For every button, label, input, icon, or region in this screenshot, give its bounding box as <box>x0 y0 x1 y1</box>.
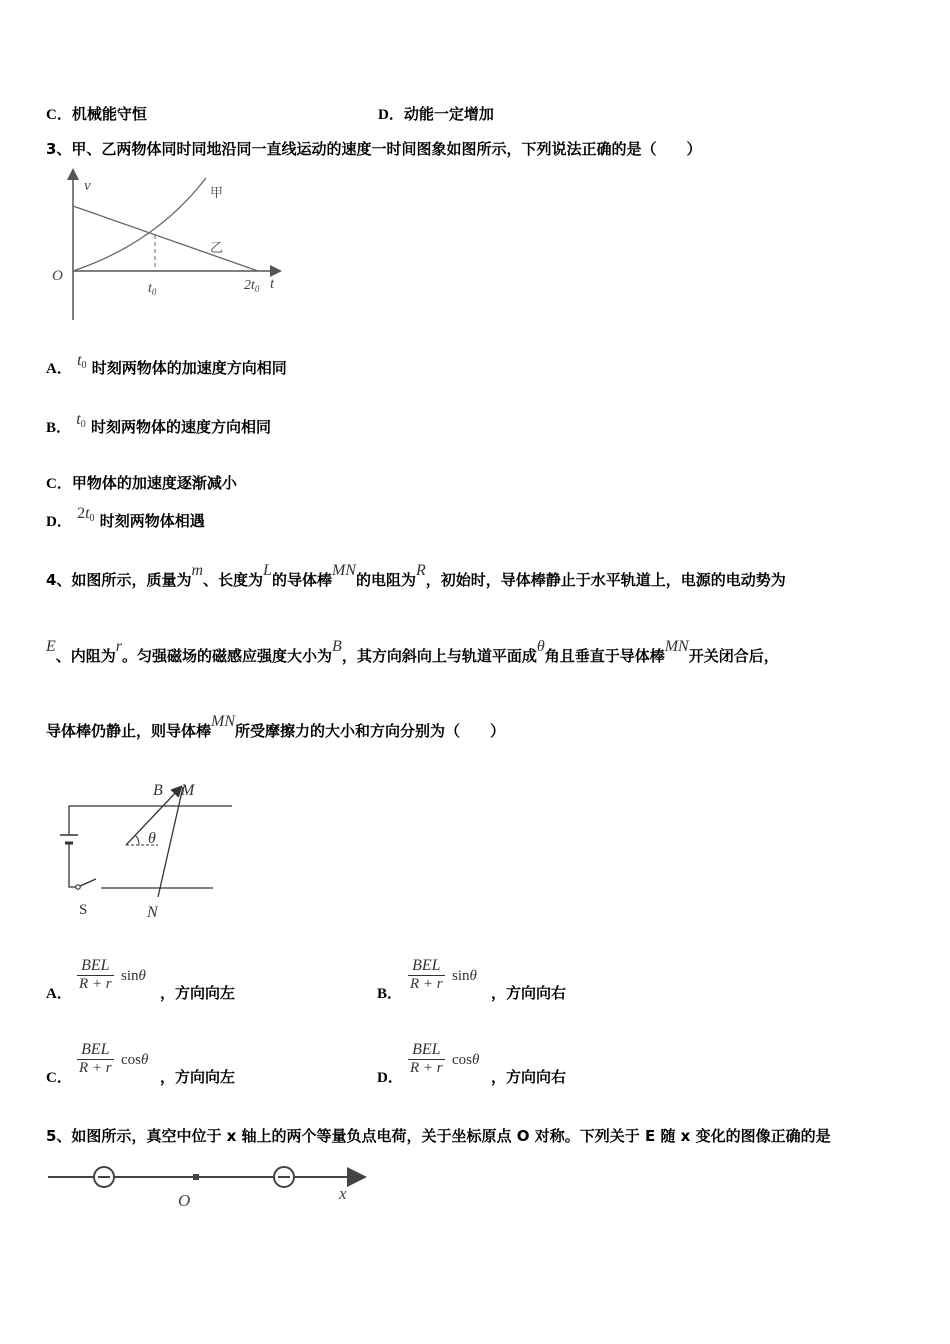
2t0-label: $2t_0$ <box>244 278 260 294</box>
q3-stem: 3、甲、乙两物体同时同地沿同一直线运动的速度一时间图象如图所示，下列说法正确的是（ ） <box>46 140 702 158</box>
x-axis-label: x <box>339 1184 347 1203</box>
m-label: M <box>181 782 195 799</box>
yi-line <box>73 206 258 271</box>
q4-option-b-trig: sinθ <box>452 968 477 984</box>
switch-contact <box>76 885 80 889</box>
q4-option-a-text: ，方向向左 <box>160 984 236 1002</box>
origin-point <box>193 1174 199 1180</box>
q4-option-a-trig: sinθ <box>121 968 146 984</box>
q4-option-d-label: D． <box>377 1070 403 1086</box>
q4-option-a-fraction: BEL R + r <box>79 957 112 992</box>
q3-option-c: C．甲物体的加速度逐渐减小 <box>46 474 237 492</box>
origin-label: O <box>52 268 63 284</box>
q4-option-d-trig: cosθ <box>452 1052 480 1068</box>
q4-option-d-fraction: BEL R + r <box>410 1041 443 1076</box>
t0-label: $t_0$ <box>148 281 157 297</box>
q3-option-b: B． t0 时刻两物体的速度方向相同 <box>46 411 271 436</box>
rod-MN <box>158 787 183 897</box>
t-axis-label: t <box>270 276 275 292</box>
q3-option-d: D． 2t0 时刻两物体相遇 <box>46 505 205 530</box>
q4-option-a-label: A． <box>46 986 72 1002</box>
theta-arc <box>135 835 139 845</box>
q5-charge-figure <box>46 1158 376 1212</box>
q4-option-c-text: ，方向向左 <box>160 1068 236 1086</box>
q4-option-b-text: ，方向向右 <box>491 984 567 1002</box>
q2-option-d: D．动能一定增加 <box>378 105 494 123</box>
jia-curve <box>73 178 206 271</box>
q4-stem-line1: 4、如图所示，质量为m、长度为L的导体棒MN的电阻为R，初始时，导体棒静止于水平轨道上，电源的电动势为 <box>46 562 786 589</box>
b-label: B <box>153 782 163 799</box>
q4-option-b-label: B． <box>377 986 403 1002</box>
switch-blade <box>80 879 96 886</box>
q4-option-b-fraction: BEL R + r <box>410 957 443 992</box>
n-label: N <box>147 904 158 921</box>
q4-option-c-label: C． <box>46 1070 72 1086</box>
q4-circuit-figure <box>46 775 246 925</box>
q5-stem: 5、如图所示，真空中位于 x 轴上的两个等量负点电荷，关于坐标原点 O 对称。下列关于 E 随 x 变化的图像正确的是 <box>46 1127 831 1145</box>
origin-label: O <box>178 1191 191 1210</box>
left-wire <box>69 843 76 887</box>
theta-label: θ <box>148 830 156 847</box>
q4-stem-line2: E、内阻为r。匀强磁场的磁感应强度大小为B，其方向斜向上与轨道平面成θ角且垂直于导体棒MN开关闭合后， <box>46 638 779 665</box>
yi-label: 乙 <box>210 240 224 255</box>
q4-stem-line3: 导体棒仍静止，则导体棒MN所受摩擦力的大小和方向分别为（ ） <box>46 713 506 740</box>
v-axis-label: v <box>84 178 91 194</box>
s-label: S <box>79 902 88 918</box>
q4-option-c-trig: cosθ <box>121 1052 149 1068</box>
q3-option-a: A． t0 时刻两物体的加速度方向相同 <box>46 352 287 377</box>
q2-option-c: C．机械能守恒 <box>46 105 147 123</box>
q4-option-c-fraction: BEL R + r <box>79 1041 112 1076</box>
q3-vt-graph <box>46 168 286 328</box>
jia-label: 甲 <box>210 185 224 200</box>
q4-option-d-text: ，方向向右 <box>491 1068 567 1086</box>
